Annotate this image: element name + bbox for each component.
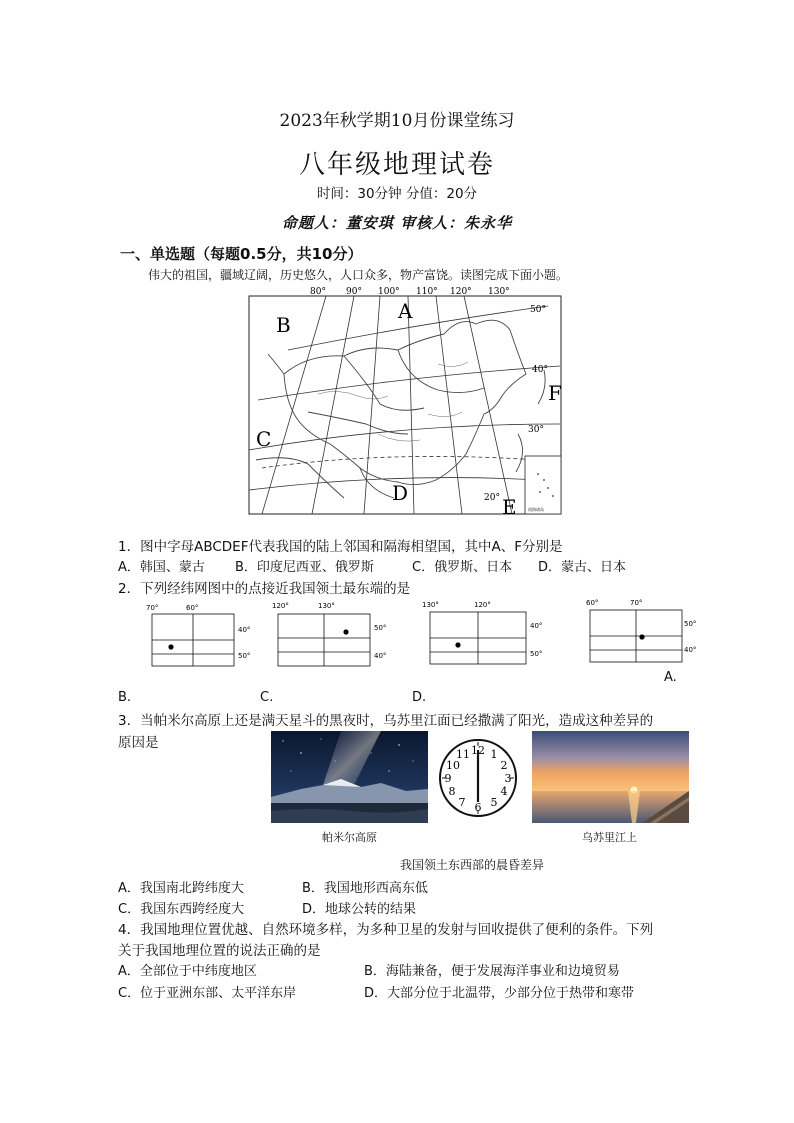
question-2-stem: 2．下列经纬网图中的点接近我国领土最东端的是 — [118, 581, 411, 597]
grid-lon-label: 60° — [186, 604, 199, 612]
lon-label: 80° — [310, 287, 326, 297]
question-4-stem-cont: 关于我国地理位置的说法正确的是 — [118, 943, 321, 959]
question-3-stem: 3．当帕米尔高原上还是满天星斗的黑夜时，乌苏里江面已经撒满了阳光，造成这种差异的 — [118, 713, 654, 729]
clock-number: 10 — [446, 759, 460, 772]
clock-number: 7 — [458, 796, 466, 809]
map-letter-f: F — [548, 381, 562, 405]
grid-lon-label: 120° — [474, 601, 491, 609]
wusuli-sunrise-photo — [532, 731, 689, 823]
grid-lat-label: 40° — [238, 626, 251, 634]
lat-label: 40° — [532, 365, 548, 375]
lon-label: 120° — [450, 287, 472, 297]
q4-option-c[interactable]: C．位于亚洲东部、太平洋东岸 — [118, 986, 297, 1001]
grid-lat-label: 40° — [530, 622, 543, 630]
lon-label: 130° — [488, 287, 510, 297]
grid-point — [343, 629, 348, 634]
grid-lat-label: 40° — [374, 652, 387, 660]
clock-number: 1 — [490, 748, 498, 761]
clock-number: 9 — [444, 772, 452, 785]
question-4-stem: 4．我国地理位置优越、自然环境多样，为多种卫星的发射与回收提供了便利的条件。下列 — [118, 922, 654, 938]
time-and-score: 时间：30分钟 分值：20分 — [316, 186, 478, 202]
china-neighbors-map — [248, 284, 564, 518]
clock-number: 12 — [471, 744, 485, 757]
grid-lat-label: 50° — [530, 650, 543, 658]
clock-diagram — [436, 736, 520, 820]
grid-point — [168, 644, 173, 649]
q3-option-b[interactable]: B．我国地形西高东低 — [302, 881, 428, 896]
lat-lon-grid-b[interactable] — [272, 598, 390, 670]
q1-option-a[interactable]: A．韩国、蒙古 — [118, 560, 205, 575]
q2-option-a[interactable]: A. — [664, 670, 677, 685]
question-1-stem: 1．图中字母ABCDEF代表我国的陆上邻国和隔海相望国，其中A、F分别是 — [118, 539, 563, 555]
exam-subtitle: 2023年秋学期10月份课堂练习 — [279, 111, 515, 131]
section-intro: 伟大的祖国，疆域辽阔，历史悠久，人口众多，物产富饶。读图完成下面小题。 — [148, 268, 569, 282]
grid-lat-label: 50° — [374, 624, 387, 632]
q1-option-b[interactable]: B．印度尼西亚、俄罗斯 — [235, 560, 374, 575]
lon-label: 100° — [378, 287, 400, 297]
clock-number: 8 — [448, 785, 456, 798]
grid-point — [455, 642, 460, 647]
q2-option-b[interactable]: B. — [118, 690, 132, 705]
lat-lon-grid-d[interactable] — [582, 596, 700, 668]
grid-lon-label: 130° — [318, 602, 335, 610]
inset-label: 南海诸岛 — [528, 507, 544, 512]
pamir-night-photo — [271, 731, 428, 823]
clock-number: 4 — [500, 785, 508, 798]
grid-point — [639, 634, 644, 639]
lat-lon-grid-a[interactable] — [146, 600, 256, 672]
grid-lat-label: 40° — [684, 646, 697, 654]
grid-lon-label: 130° — [422, 601, 439, 609]
lat-label: 30° — [528, 425, 544, 435]
lat-label: 50° — [530, 305, 546, 315]
q4-option-b[interactable]: B．海陆兼备，便于发展海洋事业和边境贸易 — [364, 964, 620, 979]
lon-label: 90° — [346, 287, 362, 297]
grid-lon-label: 60° — [586, 599, 599, 607]
map-letter-b: B — [276, 313, 291, 337]
map-letter-c: C — [256, 427, 272, 451]
q2-option-d[interactable]: D. — [412, 690, 427, 705]
exam-title: 八年级地理试卷 — [298, 150, 495, 180]
grid-lat-label: 50° — [238, 652, 251, 660]
q1-option-d[interactable]: D．蒙古、日本 — [538, 560, 627, 575]
q3-option-a[interactable]: A．我国南北跨纬度大 — [118, 881, 244, 896]
map-letter-d: D — [392, 481, 409, 505]
q1-option-c[interactable]: C．俄罗斯、日本 — [412, 560, 513, 575]
grid-lat-label: 50° — [684, 620, 697, 628]
grid-lon-label: 70° — [146, 604, 159, 612]
clock-number: 3 — [504, 772, 512, 785]
clock-number: 2 — [500, 759, 508, 772]
figure-title: 我国领土东西部的晨昏差异 — [400, 858, 545, 872]
caption-pamir: 帕米尔高原 — [322, 831, 377, 844]
caption-wusuli: 乌苏里江上 — [582, 831, 637, 844]
authors-line: 命题人：董安琪 审核人：朱永华 — [281, 214, 513, 232]
question-3-stem-cont: 原因是 — [118, 735, 159, 751]
q3-option-d[interactable]: D．地球公转的结果 — [302, 902, 417, 917]
map-letter-a: A — [398, 299, 413, 323]
q4-option-a[interactable]: A．全部位于中纬度地区 — [118, 964, 257, 979]
section-heading: 一、单选题（每题0.5分，共10分） — [120, 245, 363, 263]
map-letter-e: E — [502, 495, 517, 518]
grid-lon-label: 70° — [630, 599, 643, 607]
q2-option-c[interactable]: C. — [260, 690, 274, 705]
q3-option-c[interactable]: C．我国东西跨经度大 — [118, 902, 245, 917]
lat-label: 20° — [484, 493, 500, 503]
clock-number: 11 — [456, 748, 470, 761]
lat-lon-grid-c[interactable] — [422, 598, 550, 670]
clock-number: 6 — [474, 801, 482, 814]
q4-option-d[interactable]: D．大部分位于北温带，少部分位于热带和寒带 — [364, 986, 635, 1001]
clock-number: 5 — [490, 796, 498, 809]
grid-lon-label: 120° — [272, 602, 289, 610]
lon-label: 110° — [416, 287, 438, 297]
